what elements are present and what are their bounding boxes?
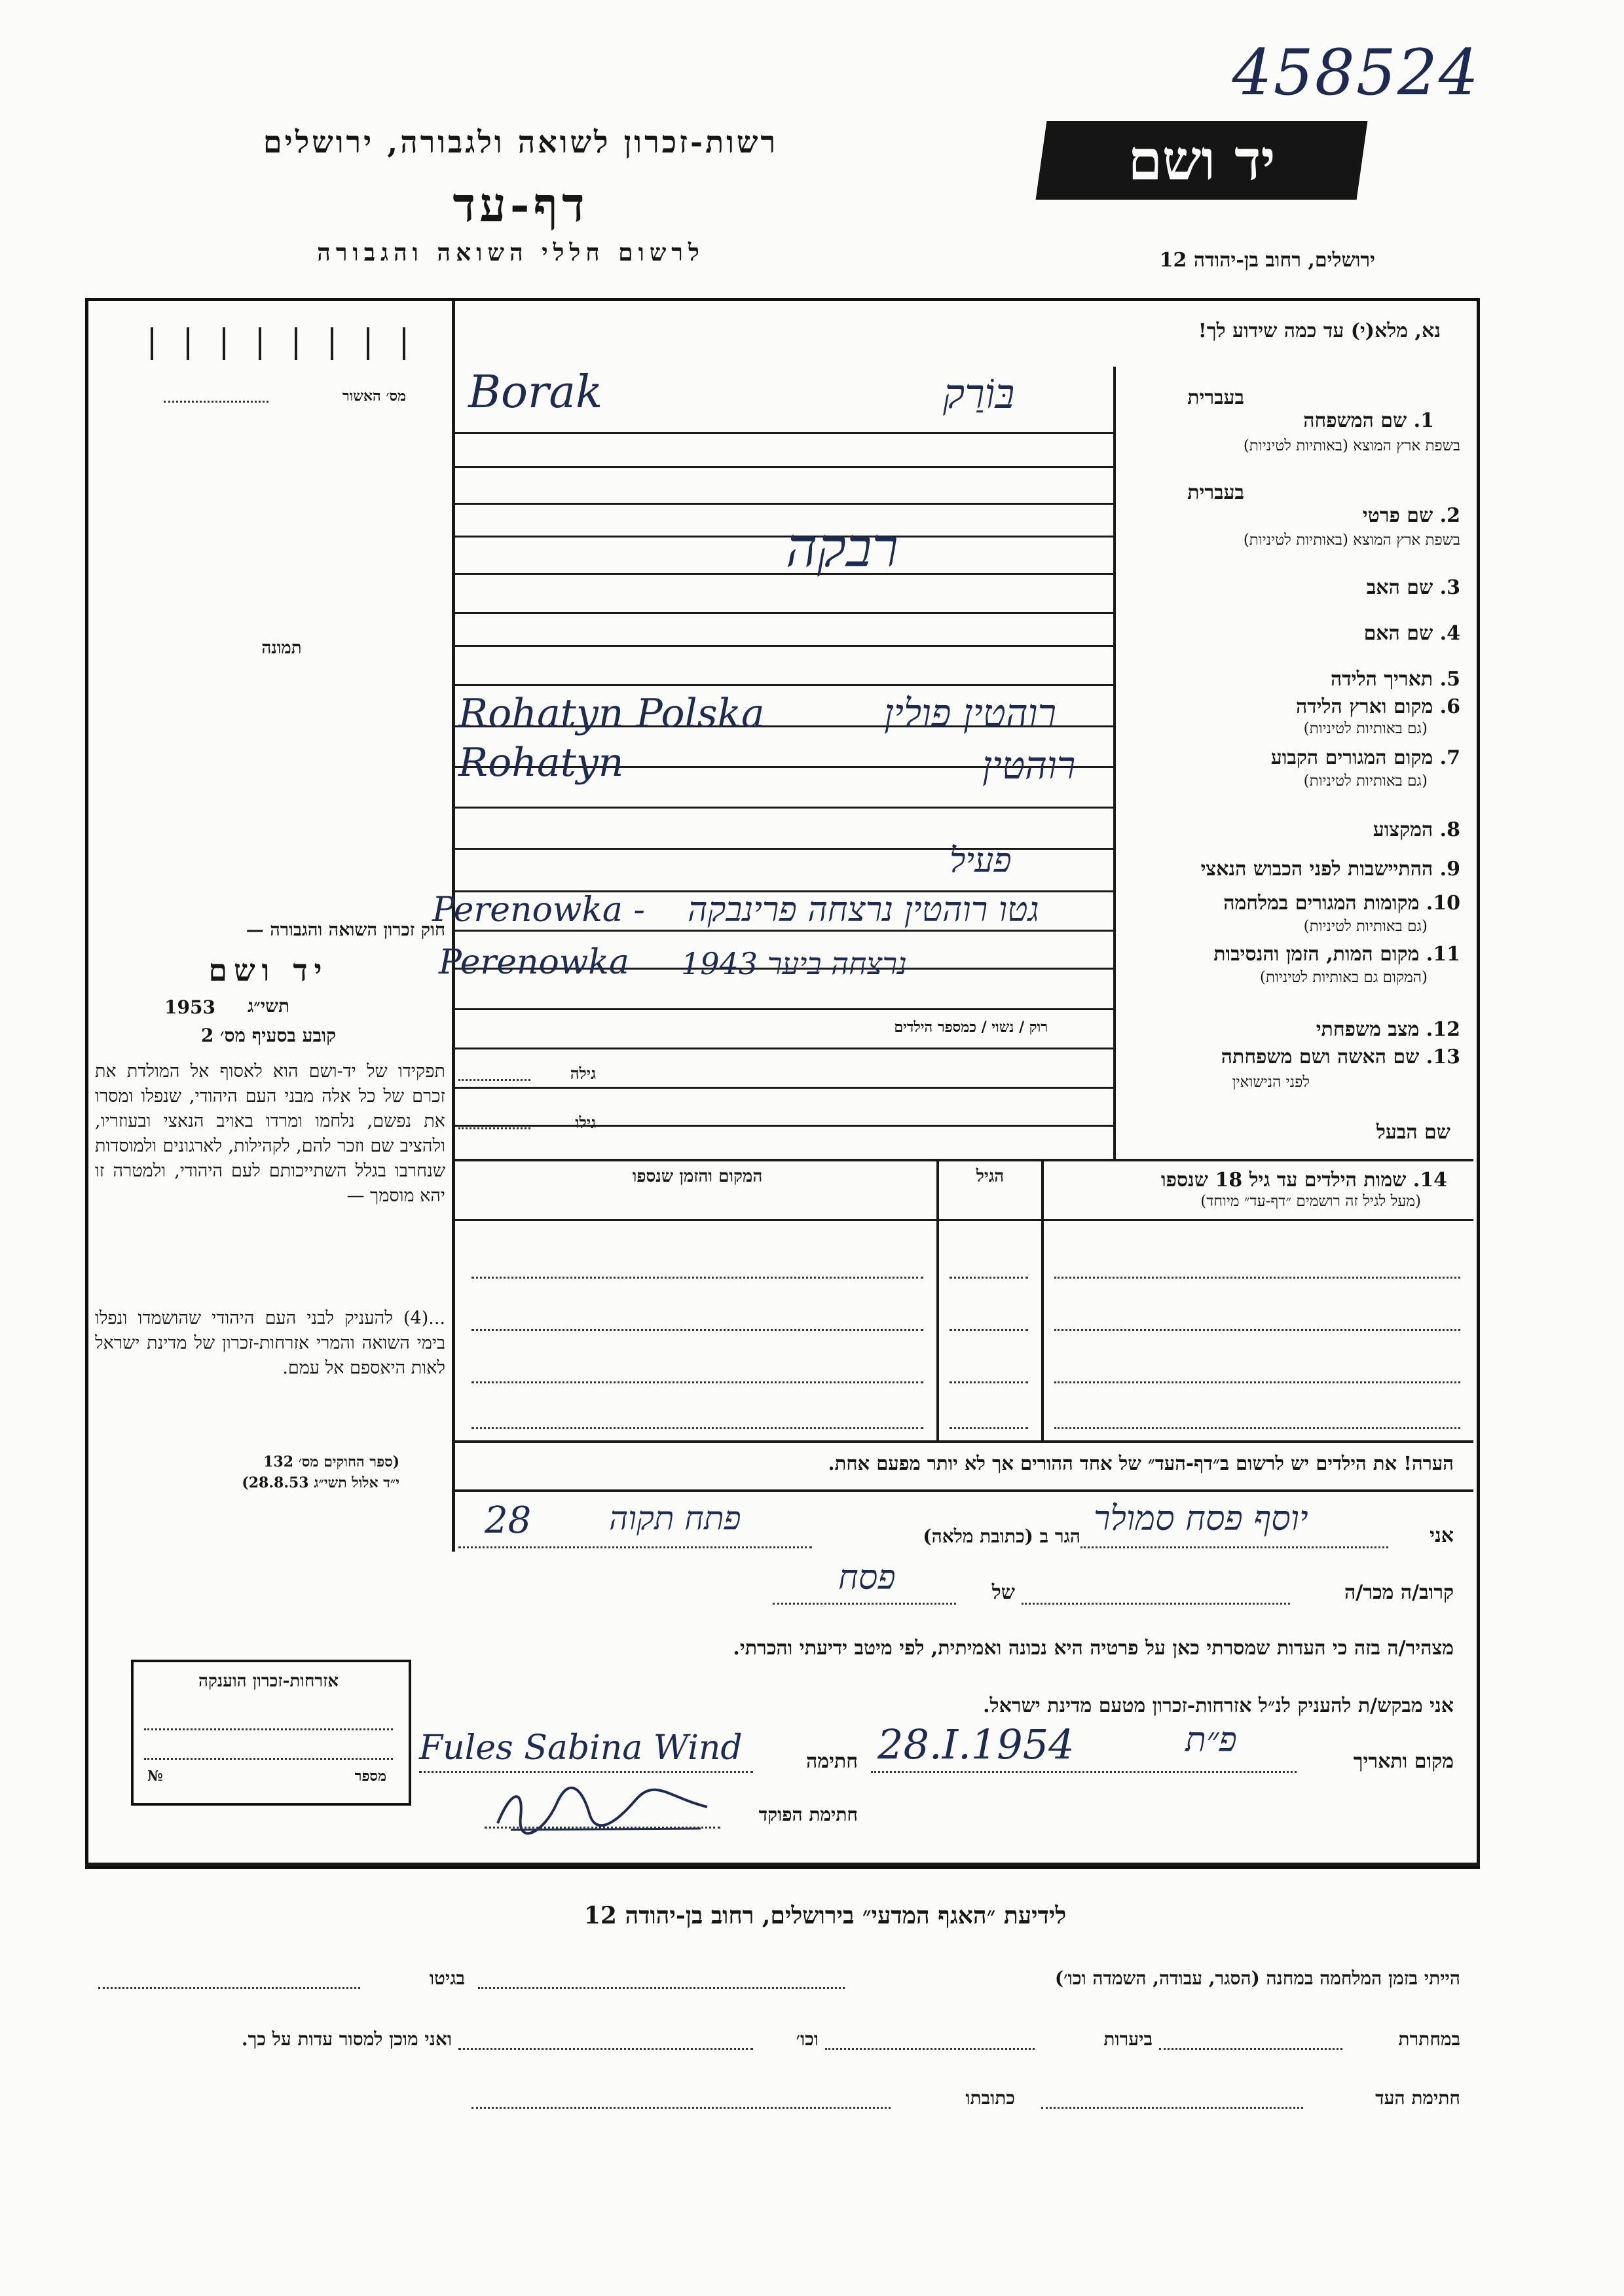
children-header-divider [455,1219,1473,1221]
law-reference-1: (ספר החוקים מס׳ 132 [263,1453,399,1470]
place-date-label: מקום ותאריך [1353,1750,1454,1773]
residence-hebrew: רוהטין [982,743,1076,788]
children-age-header: הגיל [976,1167,1005,1186]
witness-signature-line[interactable] [1041,2107,1303,2109]
law-year-hebrew: תשי״ג [247,995,290,1017]
field-7-label: 7. מקום המגורים הקבוע [1270,746,1460,769]
field-9-label: 9. ההתיישבות לפני הכבוש הנאצי [1200,858,1460,881]
children-place-header: המקום והזמן שנספו [632,1167,763,1186]
birthplace-hebrew: רוהטין פולין [884,691,1057,735]
declaration-i-label: אני [1430,1524,1454,1547]
etc-label: וכו׳ [796,2028,819,2050]
declaration-name: יוסף פסח סמולר [1094,1499,1308,1539]
field-2-sublabel: בשפת ארץ המוצא (באותיות לטיניות) [1243,532,1460,549]
top-ticks [151,327,426,360]
instructions: נא, מלא(י) עד כמה שידוע לך! [1198,319,1441,342]
witness-signature-label: חתימת העד [1375,2087,1460,2109]
forests-line[interactable] [825,2048,1035,2050]
children-age-col-left [936,1160,939,1442]
husband-age-label: גילו [575,1113,596,1132]
note-bottom [455,1489,1473,1492]
photo-label: תמונה [261,638,302,658]
field-13-sublabel: לפני הנישואין [1232,1074,1310,1091]
signature-label: חתימה [806,1750,858,1773]
field-11-sublabel: (המקום גם באותיות לטיניות) [1259,969,1428,986]
wartime-residence-hebrew: גטו רוהטין נרצחה פרינבקה [688,890,1039,930]
relative-label: קרוב/ה מכר/ה [1344,1581,1454,1604]
law-title: חוק זכרון השואה והגבורה — [246,920,445,940]
field-5-label: 5. תאריך הלידה [1331,668,1460,691]
field-1-sublabel: בשפת ארץ המוצא (באותיות לטיניות) [1243,437,1460,454]
field-6-sublabel: (גם באותיות לטיניות) [1303,720,1428,737]
declaration-address-line[interactable] [458,1546,812,1548]
approval-number-label: מס׳ האשור [342,388,406,405]
field-13-label: 13. שם האשה ושם משפחתה [1221,1046,1460,1068]
children-section-bottom [455,1440,1473,1443]
husband-age-line[interactable] [458,1127,530,1129]
declaration-name-line[interactable] [1080,1546,1388,1548]
field-6-label: 6. מקום וארץ הלידה [1295,695,1460,718]
underground-line[interactable] [1159,2048,1342,2050]
form-title: דף-עד [452,177,589,232]
field-4-label: 4. שם האם [1363,622,1460,645]
death-place-latin: Perenowka [439,943,629,982]
field-8-label: 8. המקצוע [1373,818,1460,841]
first-name-hebrew: רבקה [786,517,898,579]
declaration-address-number: 28 [485,1499,532,1542]
date-value: 28.I.1954 [877,1721,1075,1768]
yad-vashem-logo [1036,121,1368,200]
bottom-section-divider [85,1863,1480,1866]
ghetto-label: בגיטו [429,1967,465,1989]
of-label: של [991,1581,1015,1604]
field-11-label: 11. מקום המות, הזמן והנסיבות [1213,943,1460,966]
approval-number-line[interactable] [164,401,268,403]
camp-line[interactable] [478,1987,845,1989]
statement-2: אני מבקש/ת להעניק לנ״ל אזרחות-זכרון מטעם מדינת ישראל. [983,1694,1454,1717]
forests-label: ביערות [1103,2028,1153,2050]
law-text-2: ...(4) להעניק לבני העם היהודי שהושמדו ונפלו בימי השואה והמרי אזרחות-זכרון של מדינת ישראל לאות היאספם אל עמם. [95,1308,445,1378]
official-signature-line[interactable] [485,1827,720,1829]
witness-address-label: כתובתו [965,2087,1015,2109]
residence-latin: Rohatyn [458,740,624,786]
camp-line-label: הייתי בזמן המלחמה במחנה (הסגר, עבודה, השמדה וכו׳) [1054,1967,1460,1989]
etc-line[interactable] [458,2048,753,2050]
address: ירושלים, רחוב בן-יהודה 12 [1159,249,1375,272]
wartime-residence-latin: Perenowka - [432,890,645,930]
children-sublabel: (מעל לגיל זה רושמים ״דף-עד״ מיוחד) [1200,1193,1421,1210]
label-column-divider [1113,367,1116,1159]
children-label: 14. שמות הילדים עד גיל 18 שנספו [1160,1169,1447,1192]
family-name-hebrew: בּוֹרַק [943,370,1015,418]
note: הערה! את הילדים יש לרשום ב״דף-העד״ של אחד ההורים אך לא יותר מפעם אחת. [828,1452,1454,1474]
family-name-latin: Borak [468,367,603,418]
field-2-label: 2. שם פרטי [1362,504,1460,527]
pre-occupation-status: פעיל [950,841,1012,881]
of-line[interactable] [773,1603,956,1605]
marital-options: רוק / נשוי / כמספר הילדים [894,1019,1048,1036]
relative-line[interactable] [1022,1603,1290,1605]
law-reference-2: י״ד אלול תשי״ג 28.8.53) [242,1474,399,1491]
witness-address-line[interactable] [471,2107,891,2109]
declaration-address: פתח תקוה [609,1499,741,1537]
signature-line[interactable] [419,1771,753,1773]
logo-text: יד ושם [1128,128,1276,192]
hebrew-tag-2: בעברית [1187,481,1244,504]
field-1-label: 1. שם המשפחה [1303,409,1434,432]
wife-age-line[interactable] [458,1079,530,1081]
law-logo: יד ושם [208,953,329,988]
left-panel-bottom [452,1519,455,1552]
ghetto-line[interactable] [98,1987,360,1989]
place-date-line[interactable] [871,1771,1297,1773]
law-year: 1953 [164,996,215,1018]
children-age-col-right [1041,1160,1044,1442]
citizenship-number-label: מספר [354,1768,386,1785]
law-text: תפקידו של יד-ושם הוא לאסוף אל המולדת את זכרם של כל אלה מבני העם היהודי, שנפלו ומסרו את נפשם, נלחמו ומרדו באויב הנאצי ובעוזריו, ולהציב שם וזכר להם, לקהילות, לארגונים ולמוסדות שנחרבו בגלל השתייכותם לעם היהודי, ולמטרה זו יהא מוסמך — [95,1061,445,1206]
citizenship-title: אזרחות-זכרון הוענקה [198,1671,339,1691]
archive-number: 458524 [1232,36,1480,109]
place-value: פ״ת [1185,1721,1237,1760]
husband-name-label: שם הבעל [1376,1121,1450,1144]
citizenship-number-sign: № [147,1768,163,1785]
bottom-title: לידיעת ״האגף המדעי״ בירושלים, רחוב בן-יהודה 12 [583,1902,1067,1929]
statement-1: מצהיר/ה בזה כי העדות שמסרתי כאן על פרטיה היא נכונה ואמיתית, לפי מיטב ידיעתי והכרתי. [733,1637,1454,1660]
signature-value: Fules Sabina Wind [419,1728,743,1768]
ready-to-testify: ואני מוכן למסור עדות על כך. [241,2028,452,2050]
death-place-hebrew: נרצחה ביער 1943 [681,946,908,981]
institution-name: רשות-זכרון לשואה ולגבורה, ירושלים [263,124,779,160]
field-10-sublabel: (גם באותיות לטיניות) [1303,918,1428,935]
field-10-label: 10. מקומות המגורים במלחמה [1223,892,1460,915]
wife-age-label: גילה [570,1064,596,1083]
birthplace-latin: Rohatyn Polska [458,691,765,737]
official-signature-label: חתימת הפוקד [758,1804,858,1825]
declaration-resident-label: הגר ב (כתובת מלאה) [923,1525,1080,1547]
field-3-label: 3. שם האב [1366,576,1460,599]
field-12-label: 12. מצב משפחתי [1316,1018,1460,1041]
of-value: פסח [838,1558,896,1597]
hebrew-tag-1: בעברית [1187,386,1244,409]
form-subtitle: לרשום חללי השואה והגבורה [317,239,705,266]
field-7-sublabel: (גם באותיות לטיניות) [1303,773,1428,790]
underground-label: במחתרת [1398,2028,1460,2050]
law-section: קובע בסעיף מס׳ 2 [200,1025,337,1046]
